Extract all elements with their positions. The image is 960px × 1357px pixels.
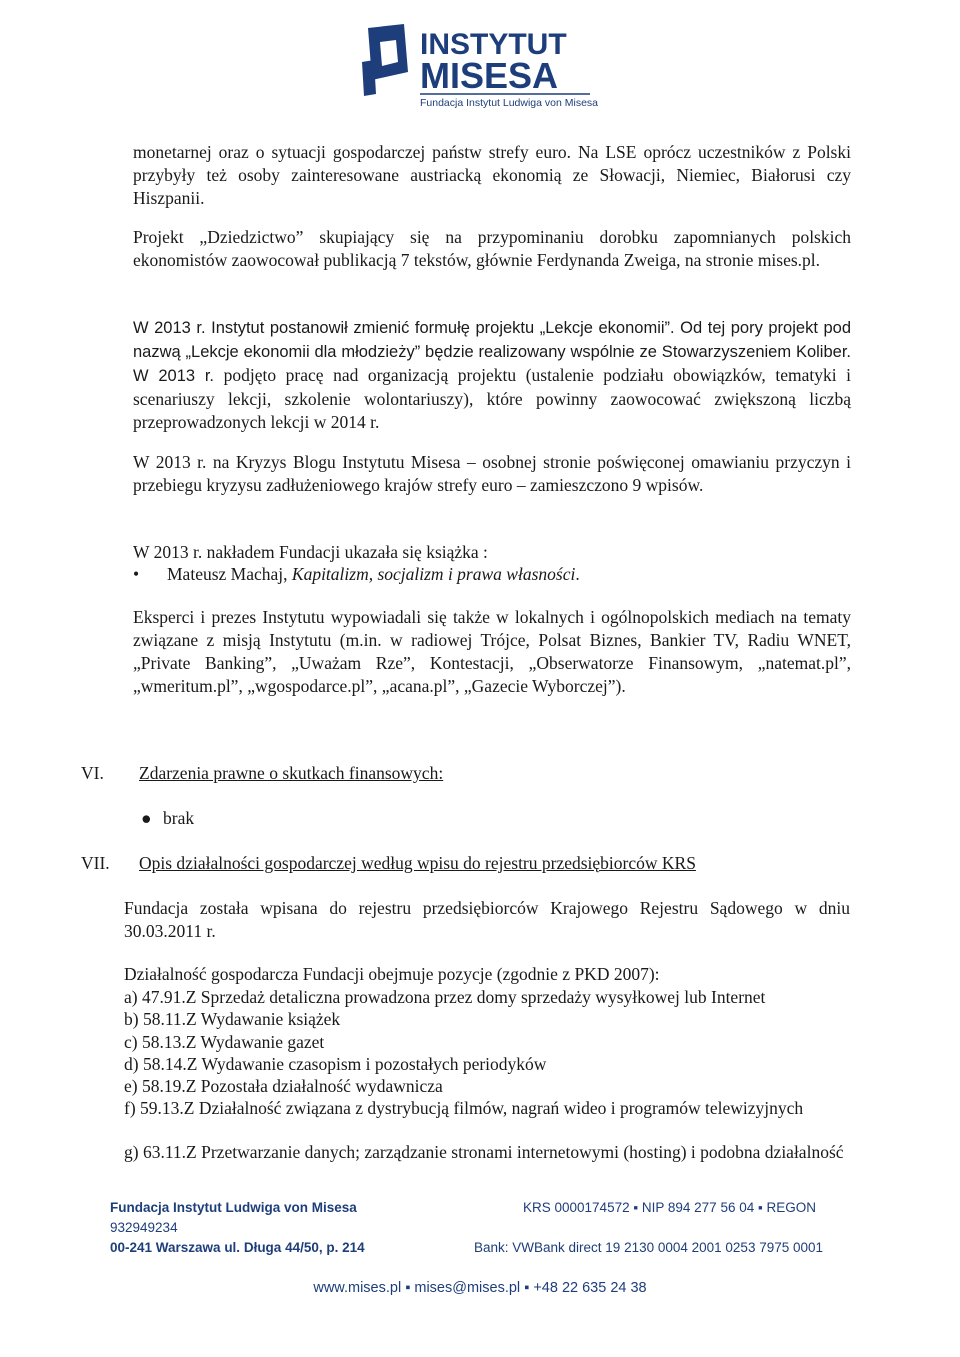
section-title: Opis działalności gospodarczej według wpisu do rejestru przedsiębiorców KRS <box>139 853 696 873</box>
section-number: VI. <box>81 763 104 783</box>
section-vi-item <box>141 807 195 830</box>
item-text: brak <box>163 808 195 828</box>
logo-tagline: Fundacja Instytut Ludwiga von Misesa <box>420 97 599 109</box>
pkd-item: g) 63.11.Z Przetwarzanie danych; zarządzanie stronami internetowymi (hosting) i podobna działalność <box>124 1142 844 1162</box>
footer-regon: 932949234 <box>110 1220 178 1235</box>
pkd-item: e) 58.19.Z Pozostała działalność wydawnicza <box>124 1076 443 1096</box>
paragraph-krs-registration: Fundacja została wpisana do rejestru przedsiębiorców Krajowego Rejestru Sądowego w dniu 30.03.2011 r. <box>124 898 850 941</box>
footer-org-name: Fundacja Instytut Ludwiga von Misesa <box>110 1200 357 1215</box>
lekcje-ekonomii-continued: podjęto pracę nad organizacją projektu (ustalenie podziału obowiązków, tematyki i scenariuszy lekcji, szkolenie wolontariuszy), które powinny zaowocować zwiększoną liczbą przeprowadzonych lekcji w 2014 r. <box>133 365 851 432</box>
pkd-item: b) 58.11.Z Wydawanie książek <box>124 1009 341 1029</box>
logo-line1: INSTYTUT <box>420 28 567 61</box>
section-number: VII. <box>81 853 110 873</box>
footer-contact[interactable]: www.mises.pl ▪ mises@mises.pl ▪ +48 22 635 24 38 <box>313 1280 647 1296</box>
paragraph-book-intro: W 2013 r. nakładem Fundacji ukazała się książka : <box>133 542 488 562</box>
footer-address: 00-241 Warszawa ul. Długa 44/50, p. 214 <box>110 1240 365 1255</box>
footer-registry: KRS 0000174572 ▪ NIP 894 277 56 04 ▪ REGON <box>523 1200 817 1215</box>
pkd-item: f) 59.13.Z Działalność związana z dystrybucją filmów, nagrań wideo i programów telewizyjnych <box>124 1098 804 1118</box>
book-author: Mateusz Machaj, <box>167 564 292 584</box>
bullet-icon: ● <box>141 808 152 828</box>
paragraph-lse: monetarnej oraz o sytuacji gospodarczej państw strefy euro. Na LSE oprócz uczestników z Polski przybyły też osoby zainteresowane austriacką ekonomią ze Słowacji, Niemiec, Białorusi czy Hiszpanii. <box>133 142 851 208</box>
paragraph-media: Eksperci i prezes Instytutu wypowiadali się także w lokalnych i ogólnopolskich mediach na tematy związane z misją Instytutu (m.in. w radiowej Trójce, Polsat Biznes, Bankier TV, Radiu WNET, „Private Banking”, „Uważam Rze”, Kontestacji, „Obserwatorze Finansowym, „natemat.pl”, „wmeritum.pl”, „wgospodarce.pl”, „acana.pl”, „Gazecie Wyborczej”). <box>133 607 851 696</box>
paragraph-kryzys-blog: W 2013 r. na Kryzys Blogu Instytutu Misesa – osobnej stronie poświęconej omawianiu przyczyn i przebiegu kryzysu zadłużeniowego krajów strefy euro – zamieszczono 9 wpisów. <box>133 452 851 495</box>
lekcje-ekonomii-text: W 2013 r. Instytut postanowił zmienić formułę projektu „Lekcje ekonomii”. Od tej pory projekt pod nazwą „Lekcje ekonomii dla młodzieży” będzie realizowany wspólnie ze Stowarzyszeniem Koliber. W 2013 r. <box>133 319 851 385</box>
paragraph-lekcje-ekonomii <box>133 316 851 434</box>
logo-line2: MISESA <box>420 55 559 96</box>
logo-emblem <box>362 24 408 96</box>
instytut-misesa-logo <box>360 22 600 112</box>
footer-bank: Bank: VWBank direct 19 2130 0004 2001 0253 7975 0001 <box>474 1240 824 1255</box>
section-title: Zdarzenia prawne o skutkach finansowych: <box>139 763 444 783</box>
paragraph-dziedzictwo: Projekt „Dziedzictwo” skupiający się na przypominaniu dorobku zapomnianych polskich ekonomistów zaowocował publikacją 7 tekstów, głównie Ferdynanda Zweiga, na stronie mises.pl. <box>133 227 851 270</box>
pkd-item: a) 47.91.Z Sprzedaż detaliczna prowadzona przez domy sprzedaży wysyłkowej lub Internet <box>124 987 766 1007</box>
paragraph-pkd-intro: Działalność gospodarcza Fundacji obejmuje pozycje (zgodnie z PKD 2007): <box>124 964 660 984</box>
pkd-item: c) 58.13.Z Wydawanie gazet <box>124 1032 325 1052</box>
book-list-item: • Mateusz Machaj, Kapitalizm, socjalizm i prawa własności. <box>133 564 580 584</box>
book-title: Kapitalizm, socjalizm i prawa własności <box>291 564 576 584</box>
pkd-item: d) 58.14.Z Wydawanie czasopism i pozostałych periodyków <box>124 1054 547 1074</box>
bullet-icon: • <box>133 564 140 584</box>
